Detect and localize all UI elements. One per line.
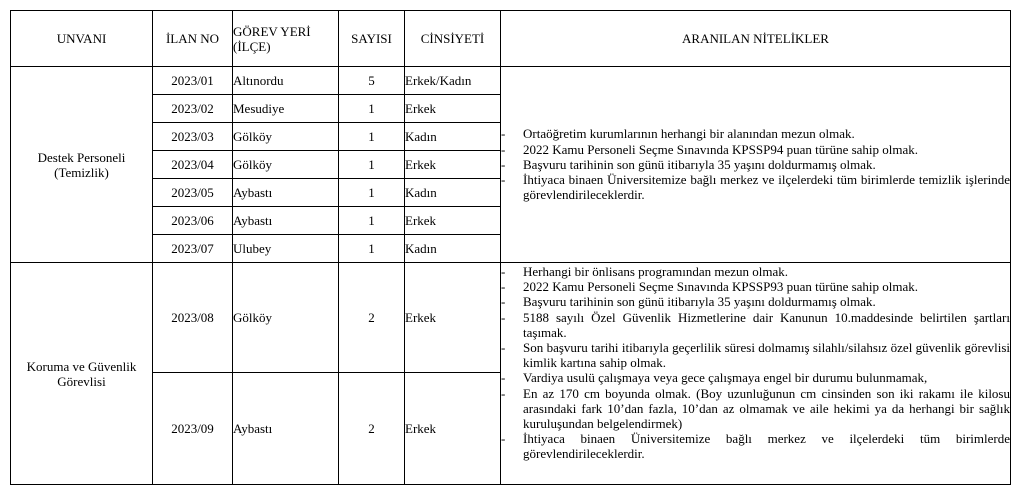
cinsiyeti-cell: Erkek <box>405 151 501 179</box>
gorev-yeri-cell: Mesudiye <box>233 95 339 123</box>
sayisi-cell: 1 <box>339 151 405 179</box>
header-gorev-yeri: GÖREV YERİ (İLÇE) <box>233 11 339 67</box>
position-title-destek: Destek Personeli (Temizlik) <box>11 67 153 263</box>
header-cinsiyeti: CİNSİYETİ <box>405 11 501 67</box>
table-row <box>11 263 1011 373</box>
ilan-no-cell: 2023/07 <box>153 235 233 263</box>
header-ilan-no: İLAN NO <box>153 11 233 67</box>
gorev-yeri-cell: Ulubey <box>233 235 339 263</box>
ilan-no-cell: 2023/02 <box>153 95 233 123</box>
gorev-yeri-cell: Aybastı <box>233 373 339 485</box>
gorev-yeri-cell: Gölköy <box>233 123 339 151</box>
ilan-no-cell: 2023/03 <box>153 123 233 151</box>
cinsiyeti-cell: Kadın <box>405 123 501 151</box>
qualifications-koruma <box>501 263 1011 485</box>
gorev-yeri-cell: Gölköy <box>233 263 339 373</box>
qualification-item: - Vardiya usulü çalışmaya veya gece çalışmaya engel bir durumu bulunmamak, <box>501 370 928 386</box>
qualification-item: - 5188 sayılı Özel Güvenlik Hizmetlerine dair Kanunun 10.maddesinde belirtilen şartları taşımak. <box>501 309 1010 340</box>
sayisi-cell: 1 <box>339 95 405 123</box>
ilan-no-cell: 2023/01 <box>153 67 233 95</box>
ilan-no-cell: 2023/08 <box>153 263 233 373</box>
sayisi-cell: 2 <box>339 373 405 485</box>
header-unvani: UNVANI <box>11 11 153 67</box>
qualification-item: - 2022 Kamu Personeli Seçme Sınavında KPSSP94 puan türüne sahip olmak. <box>501 141 919 157</box>
qualification-item: - 2022 Kamu Personeli Seçme Sınavında KPSSP93 puan türüne sahip olmak. <box>501 279 919 295</box>
sayisi-cell: 5 <box>339 67 405 95</box>
position-title-koruma: Koruma ve Güvenlik Görevlisi <box>11 263 153 485</box>
qualification-list <box>501 126 1010 202</box>
cinsiyeti-cell: Erkek <box>405 263 501 373</box>
qualification-item: - İhtiyaca binaen Üniversitemize bağlı merkez ve ilçelerdeki tüm birimlerde görevlendirileceklerdir. <box>501 431 1010 462</box>
sayisi-cell: 1 <box>339 123 405 151</box>
ilan-no-cell: 2023/04 <box>153 151 233 179</box>
cinsiyeti-cell: Erkek <box>405 95 501 123</box>
ilan-no-cell: 2023/05 <box>153 179 233 207</box>
ilan-no-cell: 2023/06 <box>153 207 233 235</box>
sayisi-cell: 1 <box>339 179 405 207</box>
sayisi-cell: 2 <box>339 263 405 373</box>
cinsiyeti-cell: Erkek <box>405 373 501 485</box>
header-nitelikler: ARANILAN NİTELİKLER <box>501 11 1011 67</box>
cinsiyeti-cell: Kadın <box>405 179 501 207</box>
header-sayisi: SAYISI <box>339 11 405 67</box>
gorev-yeri-cell: Aybastı <box>233 179 339 207</box>
qualification-item: - Son başvuru tarihi itibarıyla geçerlilik süresi dolmamış silahlı/silahsız özel güvenlik görevlisi kimlik kartına sahip olmak. <box>501 340 1010 371</box>
ilan-no-cell: 2023/09 <box>153 373 233 485</box>
header-row <box>11 11 1011 67</box>
qualification-list <box>501 263 1010 462</box>
sayisi-cell: 1 <box>339 235 405 263</box>
table-row <box>11 67 1011 95</box>
gorev-yeri-cell: Altınordu <box>233 67 339 95</box>
qualification-item: - En az 170 cm boyunda olmak. (Boy uzunluğunun cm cinsinden son iki rakamı ile kilosu arasındaki fark 10’dan fazla, 10’dan az olmamak ve aile hekimi ya da herhangi bir sağlık kuruluşundan belgelendirmek) <box>501 385 1010 432</box>
qualification-item: - Herhangi bir önlisans programından mezun olmak. <box>501 264 788 279</box>
cinsiyeti-cell: Erkek/Kadın <box>405 67 501 95</box>
qualifications-destek <box>501 67 1011 263</box>
qualification-item: - Ortaöğretim kurumlarının herhangi bir alanından mezun olmak. <box>501 126 855 142</box>
cinsiyeti-cell: Kadın <box>405 235 501 263</box>
job-listing-table <box>10 10 1011 485</box>
cinsiyeti-cell: Erkek <box>405 207 501 235</box>
qualification-item: - İhtiyaca binaen Üniversitemize bağlı merkez ve ilçelerdeki tüm birimlerde temizlik işlerinde görevlendirileceklerdir. <box>501 172 1010 203</box>
qualification-item: - Başvuru tarihinin son günü itibarıyla 35 yaşını doldurmamış olmak. <box>501 294 876 310</box>
gorev-yeri-cell: Gölköy <box>233 151 339 179</box>
qualification-item: - Başvuru tarihinin son günü itibarıyla 35 yaşını doldurmamış olmak. <box>501 156 876 172</box>
gorev-yeri-cell: Aybastı <box>233 207 339 235</box>
sayisi-cell: 1 <box>339 207 405 235</box>
